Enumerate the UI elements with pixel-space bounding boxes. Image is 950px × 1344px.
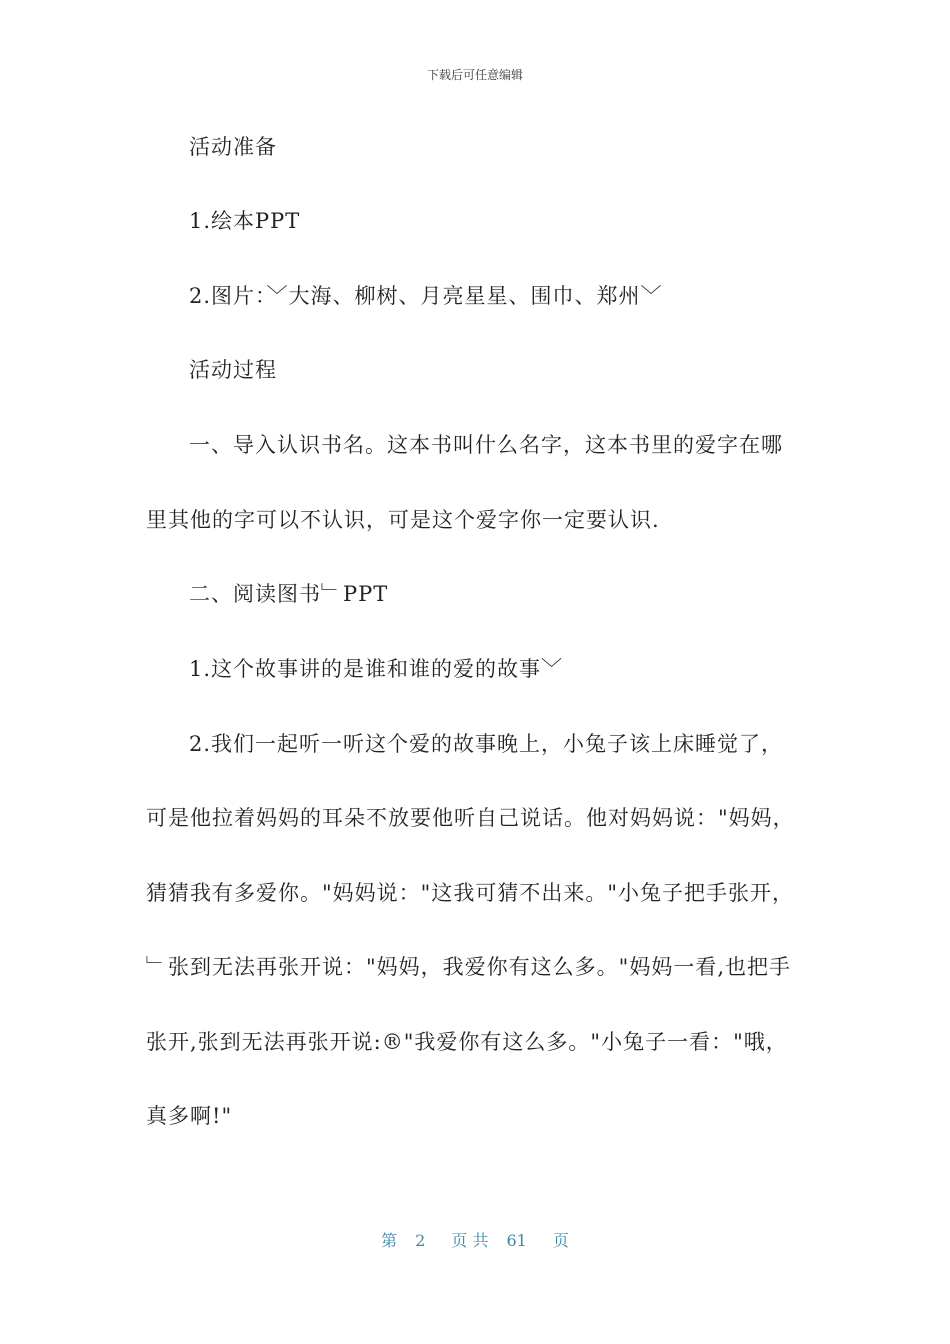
paragraph-line: 2.我们一起听一听这个爱的故事晚上，小兔子该上床睡觉了，	[189, 732, 784, 756]
paragraph-line: ﹂张到无法再张开说："妈妈，我爱你有这么多。"妈妈一看,也把手	[146, 955, 791, 979]
section-heading-preparation: 活动准备	[189, 135, 277, 159]
header-note: 下载后可任意编辑	[426, 68, 523, 82]
paragraph-line: 猜猜我有多爱你。"妈妈说："这我可猜不出来。"小兔子把手张开，	[146, 881, 794, 905]
paragraph-line: 2.图片：﹀大海、柳树、月亮星星、围巾、郑州﹀	[189, 284, 663, 308]
footer-page-number: 2	[415, 1231, 426, 1250]
footer-prefix: 第	[381, 1231, 398, 1250]
paragraph-line: 1.这个故事讲的是谁和谁的爱的故事﹀	[189, 657, 564, 681]
paragraph-line: 张开,张到无法再张开说:®"我爱你有这么多。"小兔子一看："哦，	[146, 1030, 788, 1054]
section-heading-process: 活动过程	[189, 358, 277, 382]
paragraph-line: 1.绘本PPT	[189, 209, 301, 233]
paragraph-line: 可是他拉着妈妈的耳朵不放要他听自己说话。他对妈妈说："妈妈，	[146, 806, 795, 830]
footer-suffix: 页	[552, 1231, 569, 1250]
paragraph-line: 里其他的字可以不认识，可是这个爱字你一定要认识.	[146, 508, 660, 532]
footer-mid: 页 共	[451, 1231, 489, 1250]
page-footer	[0, 1228, 950, 1251]
paragraph-line: 真多啊!"	[146, 1104, 233, 1128]
footer-total-pages: 61	[506, 1231, 527, 1250]
paragraph-line: 一、导入认识书名。这本书叫什么名字，这本书里的爱字在哪	[189, 433, 783, 457]
paragraph-line: 二、阅读图书﹂PPT	[189, 582, 389, 606]
